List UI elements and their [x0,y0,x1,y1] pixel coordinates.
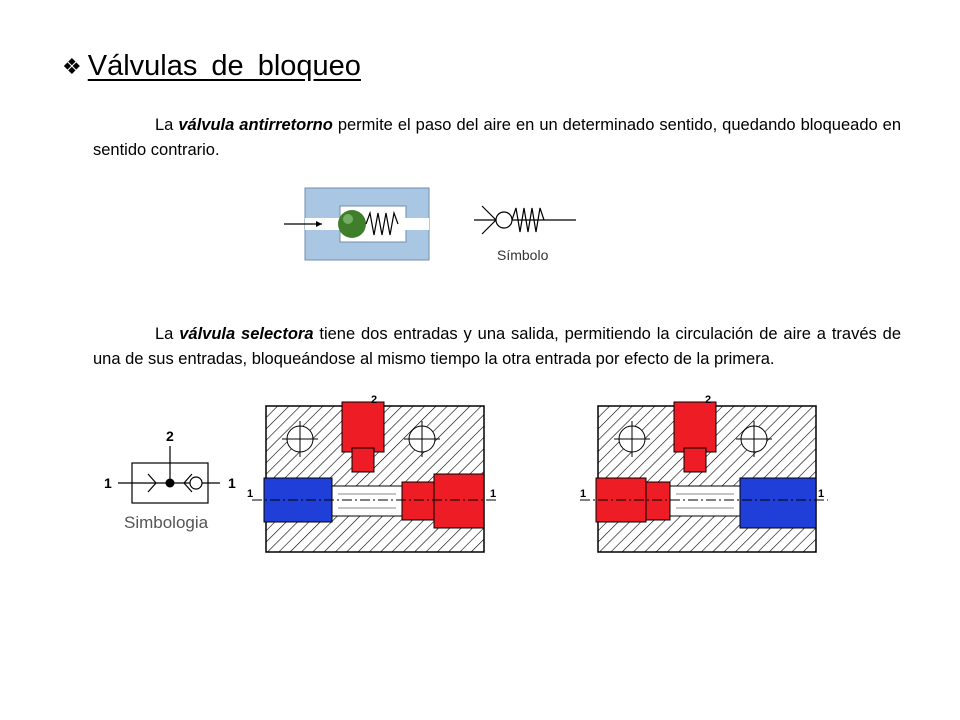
section-b-port-2: 2 [705,394,712,406]
selector-valve-section-left-input [244,394,504,564]
symbol-port-2: 2 [166,428,174,444]
check-valve-diagram [284,186,434,262]
selector-valve-symbol [100,428,250,508]
section-b-port-1-right: 1 [818,488,825,500]
term-check-valve: válvula antirretorno [178,116,333,134]
heading-text: Válvulas de bloqueo [87,50,361,82]
section-heading [62,50,361,83]
symbol-port-1-right: 1 [228,475,236,491]
paragraph-selector-valve: La válvula selectora tiene dos entradas y una salida, permitiendo la circulación de aire a través de una de sus entradas, bloqueándose al mismo tiempo la otra entrada por efecto de la primera. [93,325,901,368]
section-a-port-1-right: 1 [490,488,497,500]
section-a-port-1-left: 1 [247,488,254,500]
selector-valve-section-right-input [576,394,836,564]
diamond-bullet-icon: ❖ [62,53,82,79]
paragraph-check-valve: La válvula antirretorno permite el paso del aire en un determinado sentido, quedando bloqueado en sentido contrario. [93,116,902,159]
section-b-port-1-left: 1 [580,488,587,500]
check-symbol-caption: Símbolo [497,247,549,263]
selector-symbol-caption: Simbologia [124,513,209,532]
symbol-port-1-left: 1 [104,475,112,491]
term-selector-valve: válvula selectora [179,325,314,343]
section-a-port-2: 2 [371,394,378,406]
